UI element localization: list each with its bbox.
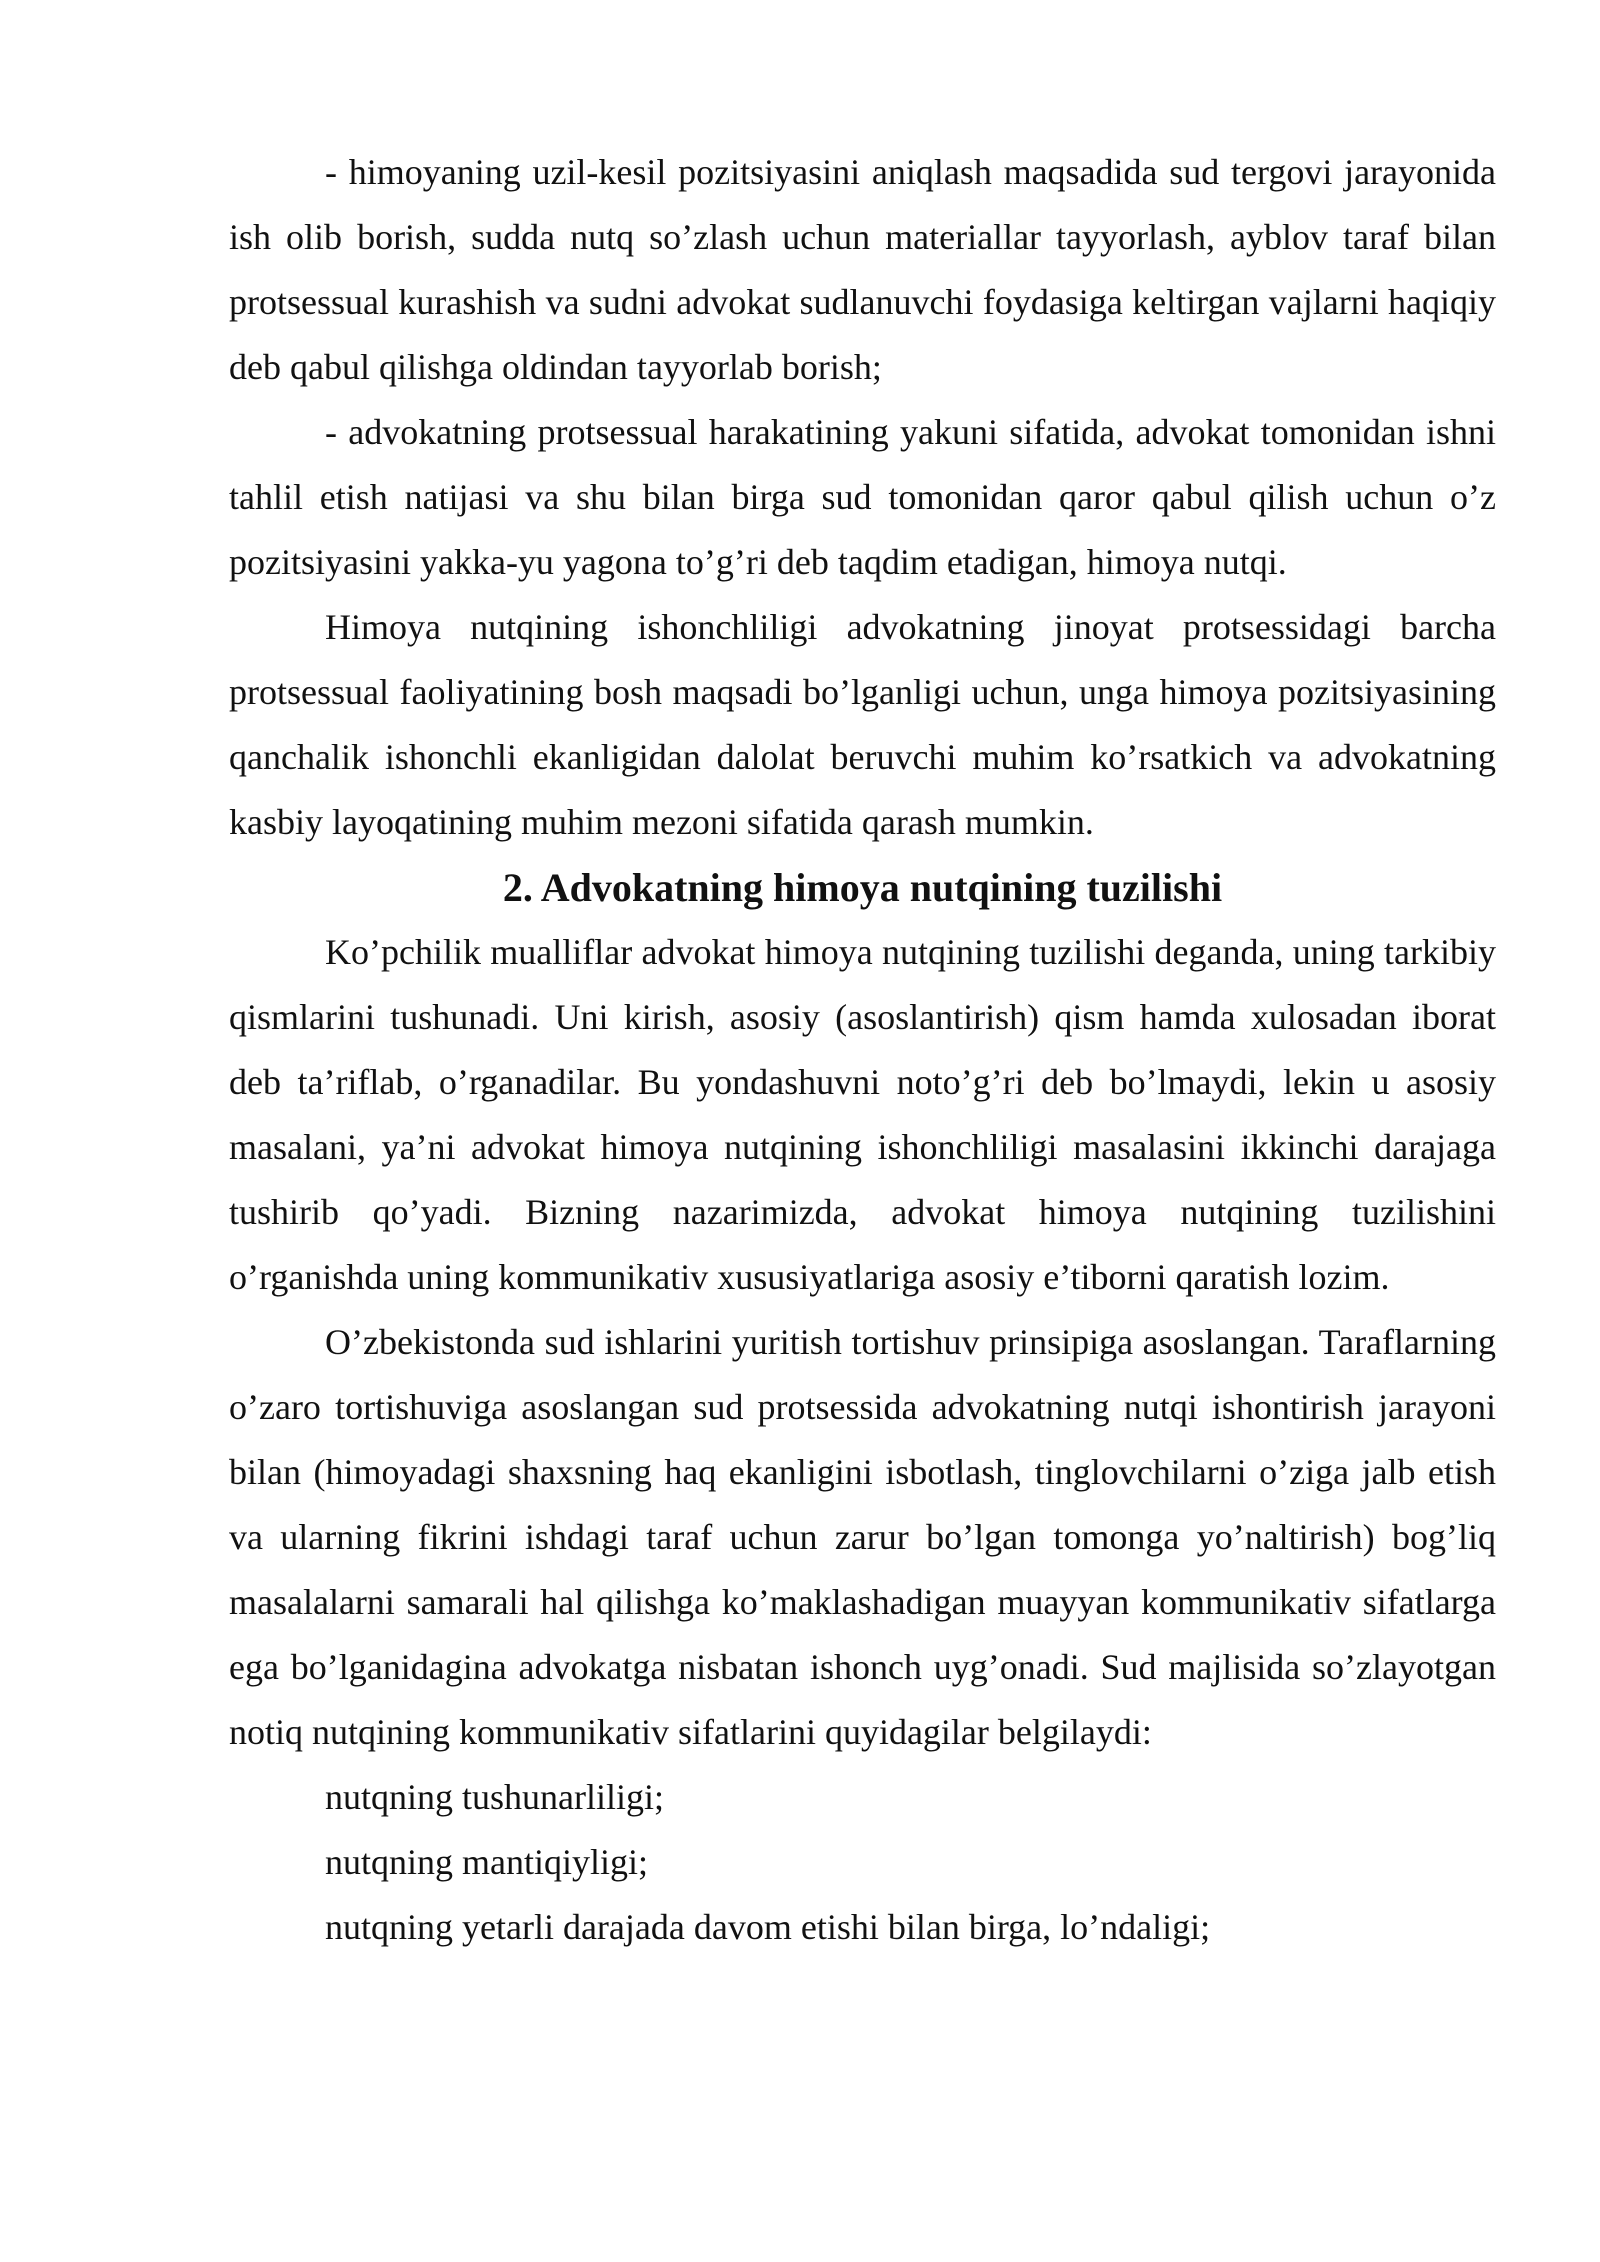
paragraph-defense-speech: - advokatning protsessual harakatining yakuni sifatida, advokat tomonidan ishni tahlil etish natijasi va shu bilan birga sud tomonidan qaror qabul qilish uchun o’z pozitsiyasini yakka-yu yagona to’g’ri deb taqdim etadigan, himoya nutqi. bbox=[229, 412, 1496, 582]
paragraph-speech-structure: Ko’pchilik mualliflar advokat himoya nutqining tuzilishi deganda, uning tarkibiy qismlarini tushunadi. Uni kirish, asosiy (asoslantirish) qism hamda xulosadan iborat deb ta’riflab, o’rganadilar. Bu yondashuvni noto’g’ri deb bo’lmaydi, lekin u asosiy masalani, ya’ni advokat himoya nutqining ishonchliligi masalasini ikkinchi darajaga tushirib qo’yadi. Bizning nazarimizda, advokat himoya nutqining tuzilishini o’rganishda uning kommunikativ xususiyatlariga asosiy e’tiborni qaratish lozim. bbox=[229, 932, 1496, 1297]
list-item: nutqning yetarli darajada davom etishi bilan birga, lo’ndaligi; bbox=[325, 1907, 1211, 1947]
list-item: nutqning tushunarliligi; bbox=[325, 1777, 664, 1817]
paragraph-adversarial-principle: O’zbekistonda sud ishlarini yuritish tortishuv prinsipiga asoslangan. Taraflarning o’zaro tortishuviga asoslangan sud protsessida advokatning nutqi ishontirish jarayoni bilan (himoyadagi shaxsning haq ekanligini isbotlash, tinglovchilarni o’ziga jalb etish va ularning fikrini ishdagi taraf uchun zarur bo’lgan tomonga yo’naltirish) bog’liq masalalarni samarali hal qilishga ko’maklashadigan muayyan kommunikativ sifatlarga ega bo’lganidagina advokatga nisbatan ishonch uyg’onadi. Sud majlisida so’zlayotgan notiq nutqining kommunikativ sifatlarini quyidagilar belgilaydi: bbox=[229, 1322, 1496, 1752]
list-item: nutqning mantiqiyligi; bbox=[325, 1842, 648, 1882]
paragraph-speech-credibility: Himoya nutqining ishonchliligi advokatning jinoyat protsessidagi barcha protsessual faoliyatining bosh maqsadi bo’lganligi uchun, unga himoya pozitsiyasining qanchalik ishonchli ekanligidan dalolat beruvchi muhim ko’rsatkich va advokatning kasbiy layoqatining muhim mezoni sifatida qarash mumkin. bbox=[229, 607, 1496, 842]
document-page bbox=[229, 140, 1496, 1960]
section-heading: 2. Advokatning himoya nutqining tuzilishi bbox=[502, 865, 1223, 910]
paragraph-defense-preparation: - himoyaning uzil-kesil pozitsiyasini aniqlash maqsadida sud tergovi jarayonida ish olib borish, sudda nutq so’zlash uchun materiallar tayyorlash, ayblov taraf bilan protsessual kurashish va sudni advokat sudlanuvchi foydasiga keltirgan vajlarni haqiqiy deb qabul qilishga oldindan tayyorlab borish; bbox=[229, 152, 1496, 387]
